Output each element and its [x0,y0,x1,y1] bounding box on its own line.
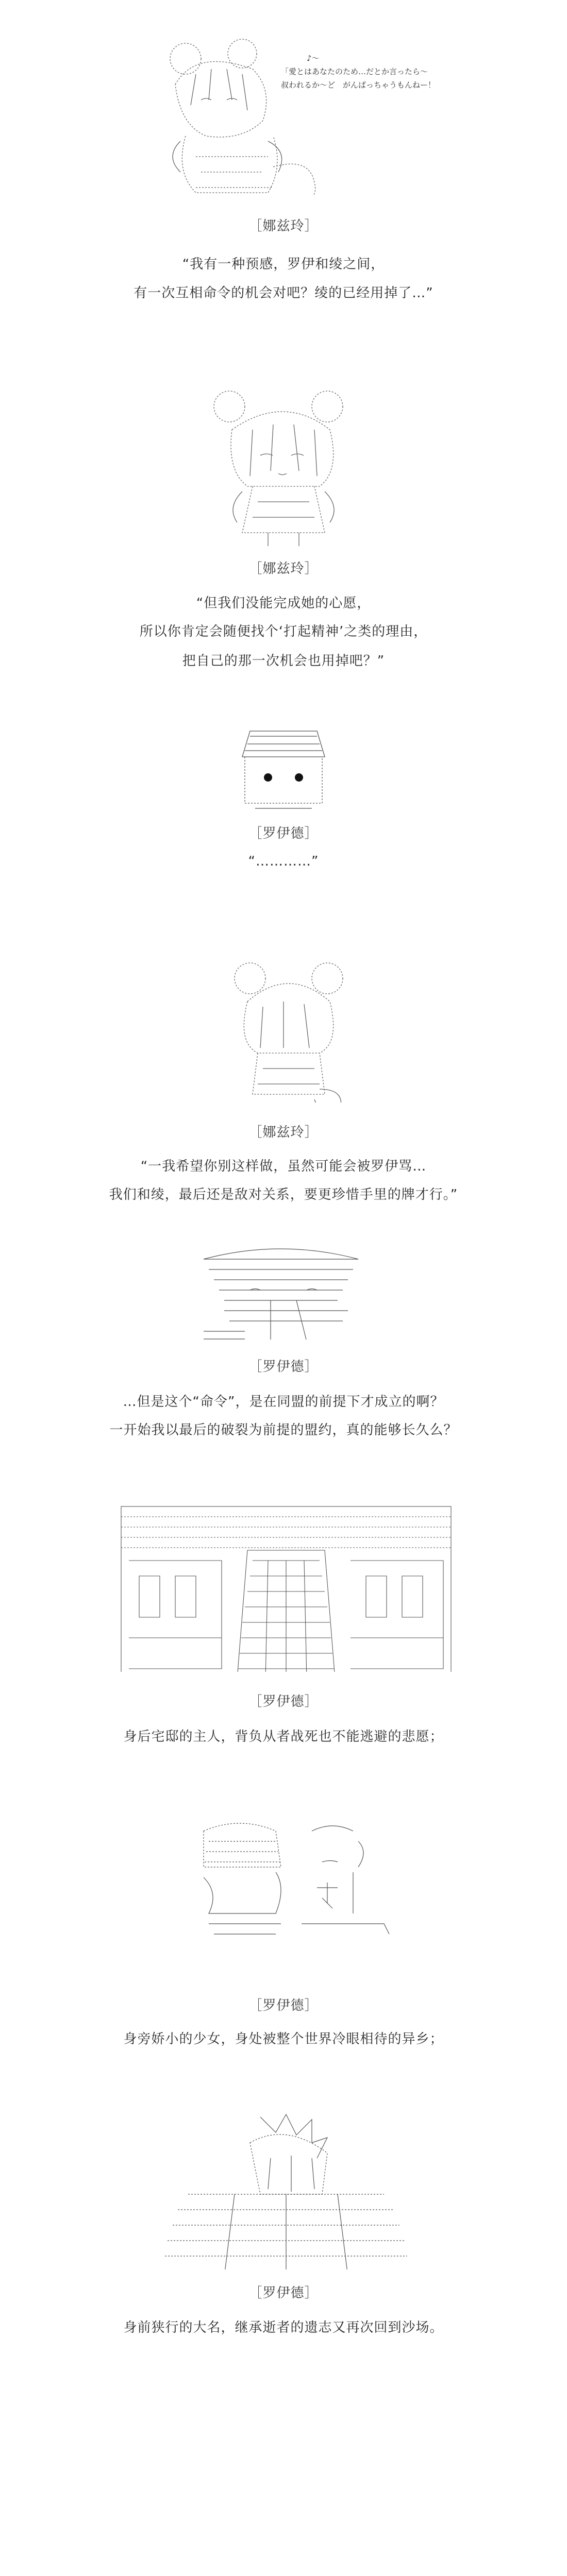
speaker-label: ［罗伊德］ [248,2285,319,2301]
speaker-label: ［罗伊德］ [248,826,319,841]
dialogue-line: 所以你肯定会随便找个‘打起精神’之类的理由， [139,624,428,639]
speaker-label: ［娜兹玲］ [248,1125,319,1140]
ascii-art-mansion [119,1492,454,1672]
dialogue-line: 我们和绫，最后还是敌对关系，要更珍惜手里的牌才行。” [109,1187,458,1202]
dialogue-line: “但我们没能完成她的心愿， [196,596,371,611]
speaker-label: ［罗伊德］ [248,1359,319,1375]
speaker-label: ［罗伊德］ [248,1998,319,2013]
dialogue-line: 身后宅邸的主人，背负从者战死也不能逃避的悲愿； [123,1729,444,1744]
ascii-art-lloyd-face [235,708,332,811]
dialogue-line: 有一次互相命令的机会对吧？绫的已经用掉了…” [134,285,433,301]
dialogue-line: 身前狭行的大名，继承逝者的遗志又再次回到沙场。 [123,2320,444,2335]
dialogue-line: “一我希望你别这样做，虽然可能会被罗伊骂… [140,1159,427,1174]
dialogue-line: 把自己的那一次机会也用掉吧？” [182,653,385,669]
speaker-label: ［娜兹玲］ [248,561,319,577]
dialogue-line: “我有一种预感，罗伊和绫之间， [182,257,385,272]
bubble-note: ♪～ [307,54,320,63]
bubble-line-1: 「愛とはあなたのため…だとか言ったら～ [281,67,428,76]
dialogue-line: 身旁娇小的少女，身处被整个世界冷眼相待的异乡； [123,2031,444,2047]
speaker-label: ［罗伊德］ [248,1694,319,1709]
bubble-line-2: 叔われるか～ど がんばっちゃうもんねー！ [281,80,436,90]
speaker-label: ［娜兹玲］ [248,218,319,234]
speech-bubble [281,52,436,92]
dialogue-line: 一开始我以最后的破裂为前提的盟约，真的能够长久么？ [109,1422,458,1438]
ascii-art-girl-and-lloyd [198,1798,415,1963]
ascii-art-lloyd-hat [193,1226,369,1340]
ascii-art-nazrin-standing [201,371,366,546]
dialogue-line: …但是这个“命令”，是在同盟的前提下才成立的啊？ [123,1394,444,1410]
dialogue-line: “…………” [248,854,319,869]
ascii-art-nazrin-back [227,943,351,1103]
ascii-art-daimyo [157,2099,415,2269]
